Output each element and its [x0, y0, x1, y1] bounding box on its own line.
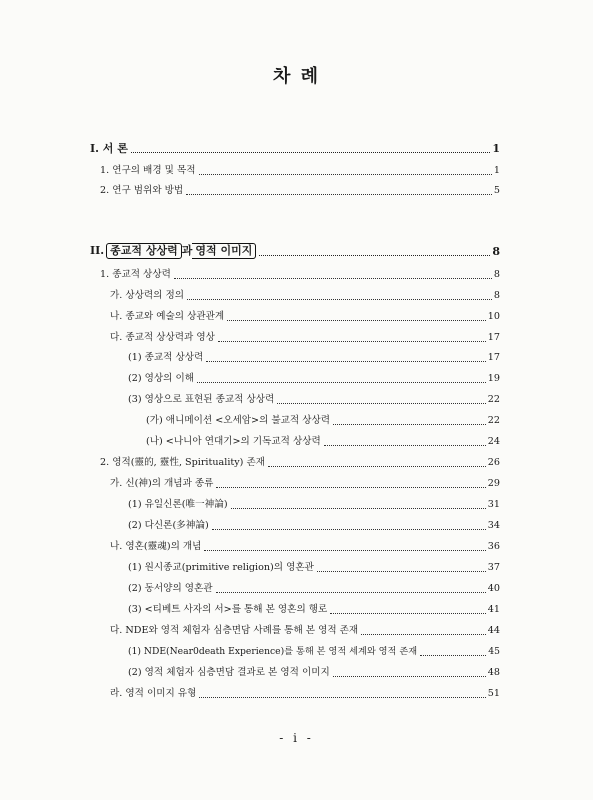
toc-entry-label: 1. 연구의 배경 및 목적 [100, 165, 196, 176]
toc-entry-label: 다. NDE와 영적 체험자 심층면담 사례를 통해 본 영적 존재 [110, 625, 359, 636]
dot-leader [259, 255, 490, 256]
toc-entry-item[interactable] [128, 496, 500, 512]
toc-entry-page: 8 [493, 290, 500, 301]
toc-entry-page: 8 [492, 245, 500, 258]
toc-entry-page: 1 [493, 165, 500, 176]
toc-entry-label: 가. 상상력의 정의 [110, 290, 185, 301]
dot-leader [186, 194, 492, 195]
dot-leader [199, 697, 485, 698]
toc-entry-label: 1. 종교적 상상력 [100, 269, 171, 280]
toc-entry-subsection[interactable] [110, 538, 500, 554]
toc-entry-page: 19 [487, 373, 500, 384]
toc-entry-item[interactable] [128, 559, 500, 575]
page-number: - i - [279, 731, 314, 745]
toc-entry-chapter-1[interactable] [90, 140, 500, 156]
dot-leader [227, 320, 486, 321]
dot-leader [197, 382, 486, 383]
dot-leader [317, 571, 486, 572]
toc-entry-label: (2) 동서양의 영혼관 [128, 583, 213, 594]
toc-entry-page: 10 [487, 311, 500, 322]
toc-entry-label: I. 서 론 [90, 142, 128, 155]
dot-leader [330, 613, 485, 614]
toc-entry-item[interactable] [128, 349, 500, 365]
toc-entry-page: 41 [487, 604, 500, 615]
toc-entry-label: (1) 유일신론(唯一神論) [128, 499, 228, 510]
toc-entry-label: 2. 영적(靈的, 靈性, Spirituality) 존재 [100, 457, 265, 468]
dot-leader [333, 676, 486, 677]
toc-entry-label: 라. 영적 이미지 유형 [110, 688, 197, 699]
toc-entry-page: 17 [487, 352, 500, 363]
dot-leader [131, 152, 490, 153]
toc-entry-section[interactable] [100, 266, 500, 282]
dot-leader [212, 529, 486, 530]
toc-entry-subsection[interactable] [110, 475, 500, 491]
toc-entry-item[interactable] [128, 370, 500, 386]
toc-entry-page: 34 [487, 520, 500, 531]
dot-leader [174, 278, 492, 279]
toc-entry-page: 51 [487, 688, 500, 699]
dot-leader [204, 550, 485, 551]
dot-leader [268, 466, 486, 467]
toc-entry-page: 17 [487, 332, 500, 343]
dot-leader [206, 361, 485, 362]
toc-entry-page: 37 [487, 562, 500, 573]
toc-entry-page: 1 [492, 142, 500, 155]
toc-entry-label: 다. 종교적 상상력과 영상 [110, 332, 215, 343]
conjunction: 과 [181, 244, 193, 257]
dot-leader [277, 403, 486, 404]
dot-leader [420, 655, 486, 656]
toc-entry-label: (1) NDE(Near0death Experience)를 통해 본 영적 세계와 영적 존재 [128, 646, 418, 657]
toc-entry-page: 22 [487, 415, 500, 426]
toc-entry-subsection[interactable] [110, 329, 500, 345]
toc-entry-item[interactable] [128, 601, 500, 617]
toc-entry-label: 가. 신(神)의 개념과 종류 [110, 478, 214, 489]
dot-leader [231, 508, 486, 509]
toc-entry-item[interactable] [128, 643, 500, 659]
toc-entry-page: 40 [487, 583, 500, 594]
toc-entry-section[interactable] [100, 162, 500, 178]
toc-entry-label: (1) 원시종교(primitive religion)의 영혼관 [128, 562, 314, 573]
toc-entry-label: (가) 애니메이션 <오세암>의 불교적 상상력 [146, 415, 331, 426]
toc-entry-label: 나. 종교와 예술의 상관관계 [110, 311, 225, 322]
dot-leader [199, 174, 492, 175]
dot-leader [187, 299, 492, 300]
page-title: 차 례 [272, 66, 321, 87]
chapter-number: II. [90, 244, 105, 257]
toc-entry-label: (3) 영상으로 표현된 종교적 상상력 [128, 394, 275, 405]
highlighted-phrase-spiritual-image: 영적 이미지 [192, 243, 256, 259]
toc-entry-item[interactable] [128, 664, 500, 680]
dot-leader [216, 487, 485, 488]
toc-entry-page: 8 [493, 269, 500, 280]
toc-entry-label: (1) 종교적 상상력 [128, 352, 204, 363]
toc-entry-subsection[interactable] [110, 308, 500, 324]
toc-entry-label: 나. 영혼(靈魂)의 개념 [110, 541, 202, 552]
highlighted-phrase-religious-imagination: 종교적 상상력 [106, 243, 182, 259]
toc-entry-section[interactable] [100, 454, 500, 470]
toc-entry-subsection[interactable] [110, 622, 500, 638]
toc-entry-page: 48 [487, 667, 500, 678]
toc-entry-subitem[interactable] [146, 433, 500, 449]
toc-entry-page: 26 [487, 457, 500, 468]
dot-leader [333, 424, 486, 425]
toc-entry-page: 31 [487, 499, 500, 510]
toc-entry-label: (2) 다신론(多神論) [128, 520, 209, 531]
toc-entry-page: 36 [487, 541, 500, 552]
toc-entry-label: (2) 영상의 이해 [128, 373, 195, 384]
toc-entry-chapter-2[interactable] [90, 243, 500, 259]
toc-entry-label [90, 243, 256, 259]
dot-leader [361, 634, 486, 635]
toc-entry-item[interactable] [128, 580, 500, 596]
toc-entry-item[interactable] [128, 391, 500, 407]
toc-entry-section[interactable] [100, 182, 500, 198]
toc-entry-subsection[interactable] [110, 287, 500, 303]
toc-entry-page: 22 [487, 394, 500, 405]
toc-entry-subsection[interactable] [110, 685, 500, 701]
toc-entry-page: 5 [493, 185, 500, 196]
dot-leader [216, 592, 486, 593]
toc-entry-page: 24 [487, 436, 500, 447]
toc-entry-page: 29 [487, 478, 500, 489]
toc-entry-label: (3) <티베트 사자의 서>를 통해 본 영혼의 행로 [128, 604, 328, 615]
toc-entry-subitem[interactable] [146, 412, 500, 428]
toc-entry-label: (2) 영적 체험자 심층면담 결과로 본 영적 이미지 [128, 667, 330, 678]
toc-entry-page: 45 [488, 646, 500, 657]
toc-entry-label: (나) <나니아 연대기>의 기독교적 상상력 [146, 436, 321, 447]
toc-entry-page: 44 [487, 625, 500, 636]
dot-leader [324, 445, 486, 446]
toc-entry-item[interactable] [128, 517, 500, 533]
dot-leader [218, 341, 486, 342]
toc-entry-label: 2. 연구 범위와 방법 [100, 185, 184, 196]
